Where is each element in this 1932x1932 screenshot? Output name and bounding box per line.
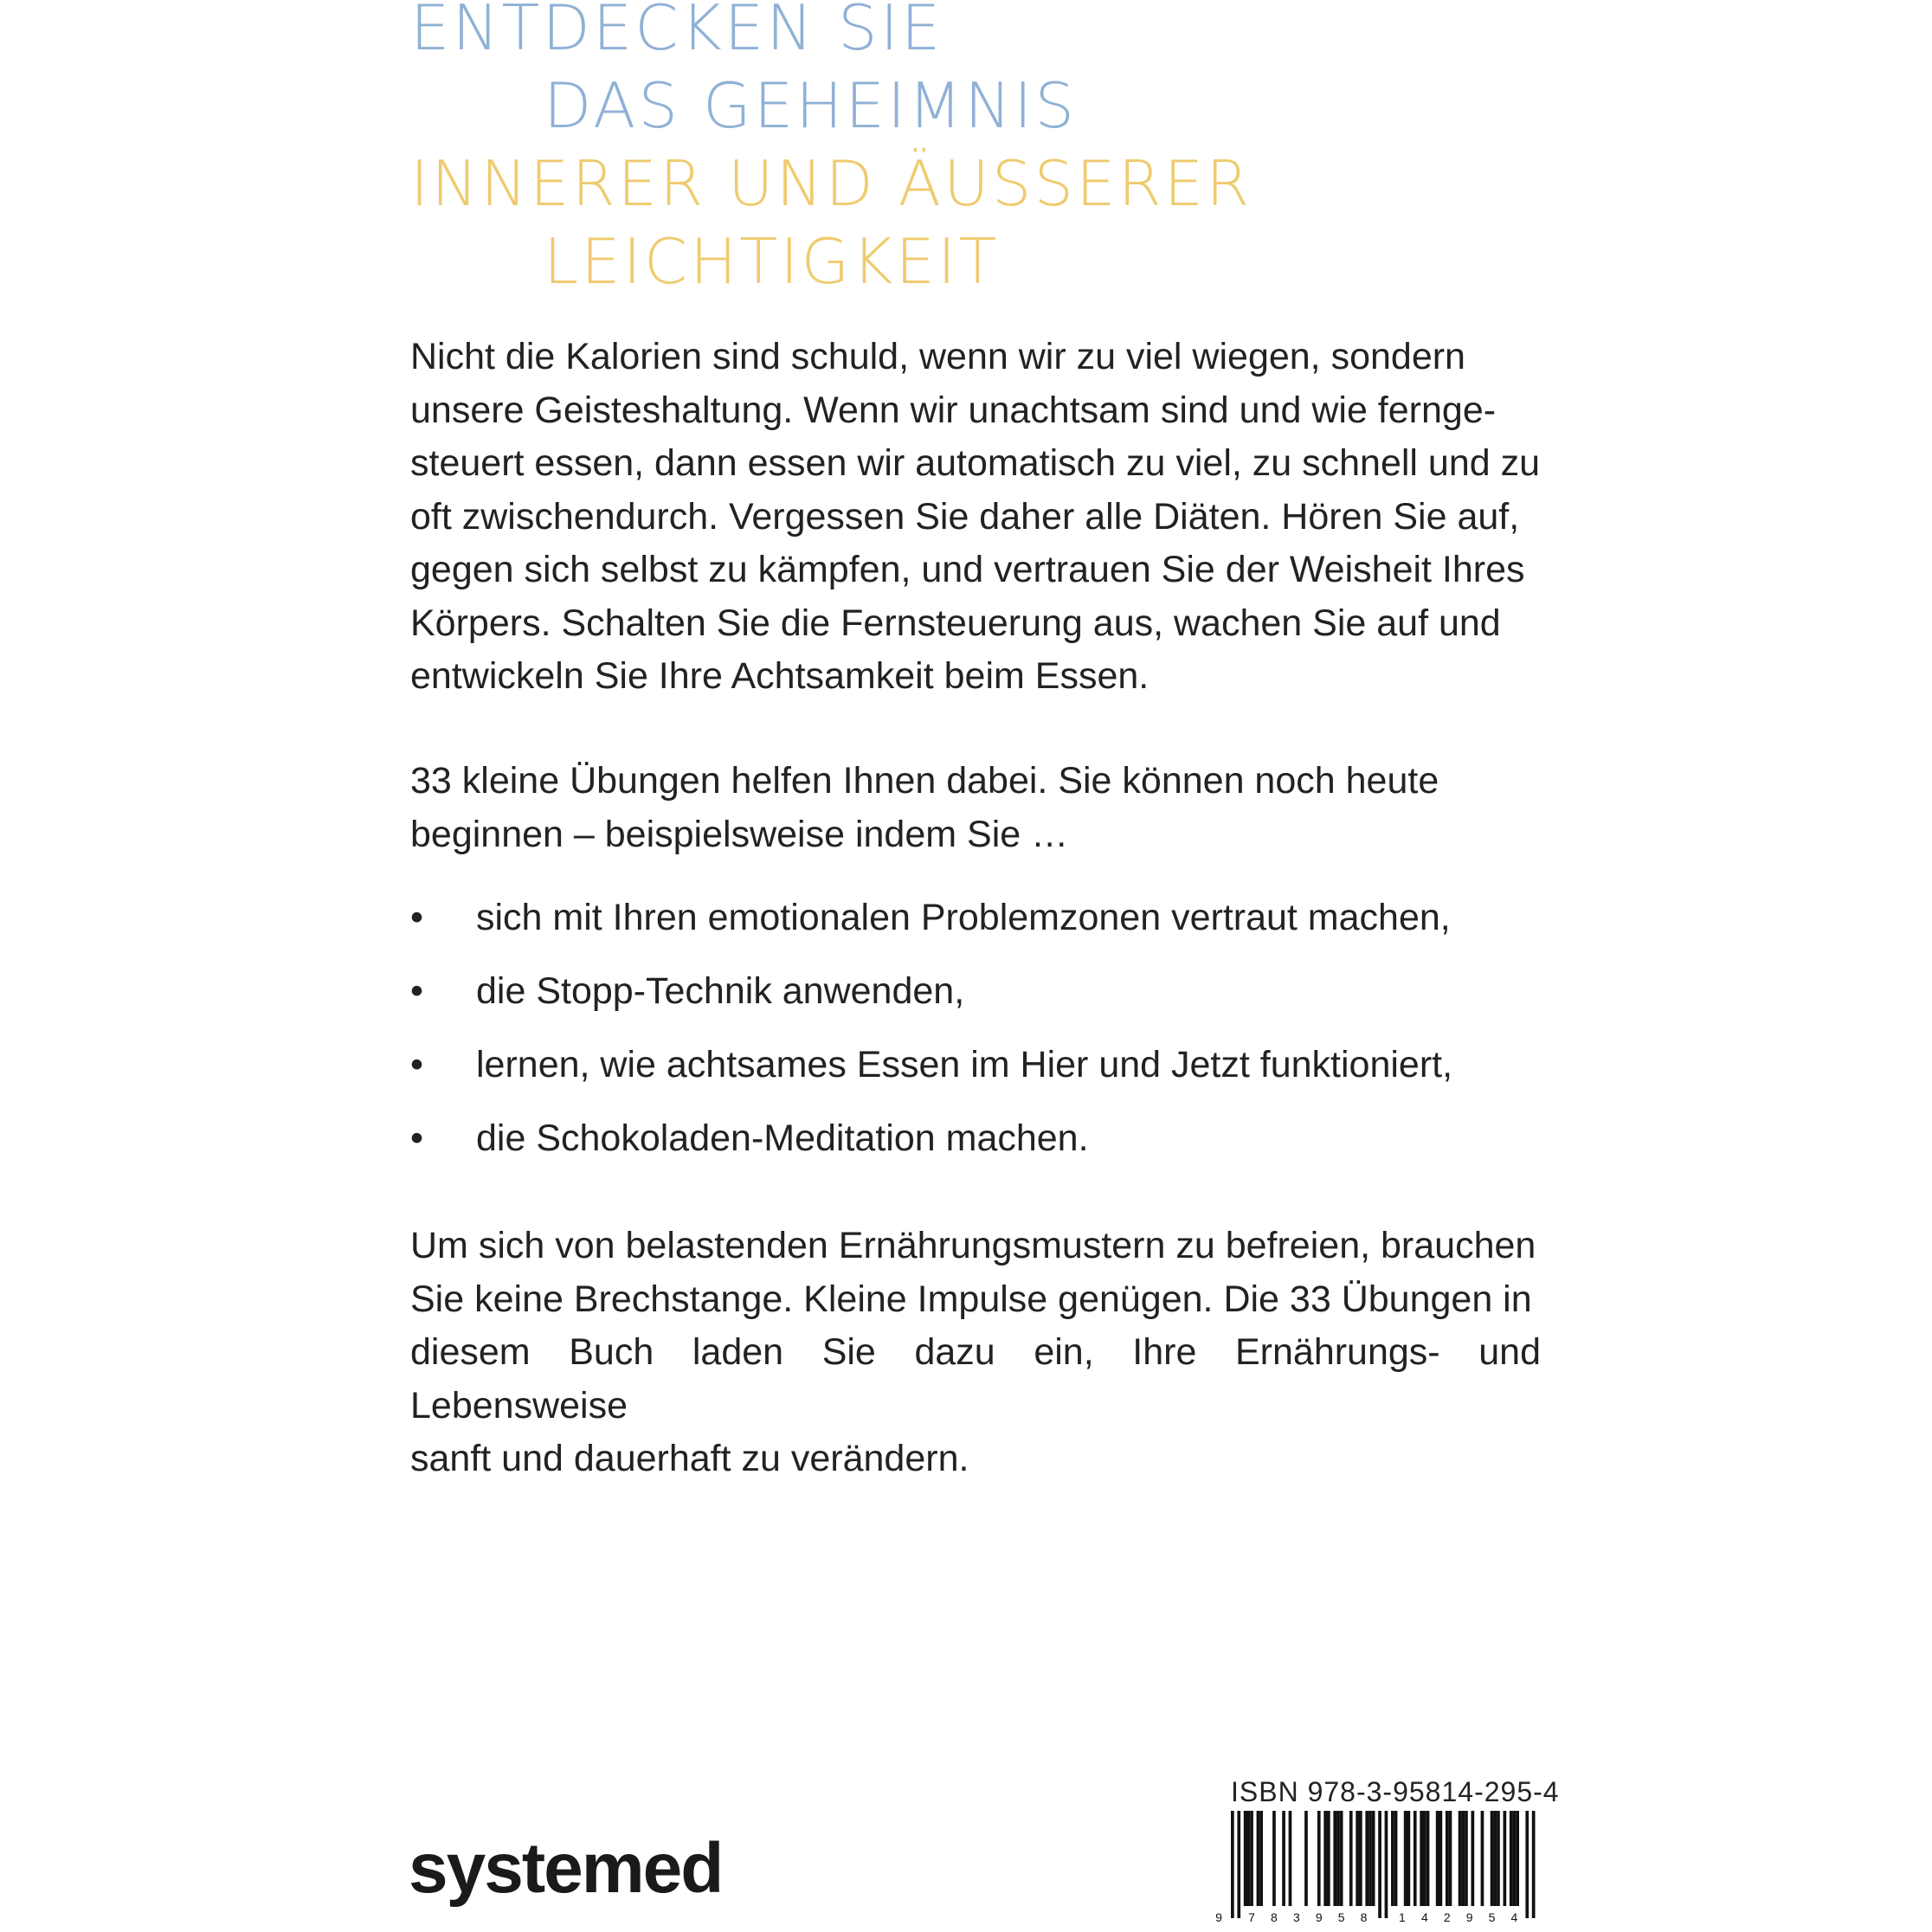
- barcode-bar: [1461, 1811, 1465, 1906]
- barcode-digit: 3: [1292, 1910, 1300, 1924]
- barcode-digit: 5: [1488, 1910, 1496, 1924]
- barcode-bar: [1368, 1811, 1372, 1906]
- barcode-bar: [1378, 1811, 1381, 1918]
- barcode-bar: [1272, 1811, 1276, 1906]
- barcode-bar: [1259, 1811, 1263, 1906]
- barcode-bar: [1459, 1811, 1462, 1906]
- headline-line-3: INNERER UND ÄUSSERER: [410, 147, 1253, 220]
- barcode-bar: [1340, 1811, 1343, 1906]
- barcode-digit: 9: [1315, 1910, 1323, 1924]
- barcode-bar: [1504, 1811, 1507, 1906]
- exercises-paragraph: 33 kleine Übungen helfen Ihnen dabei. Sie können noch heute beginnen – beispielsweise indem Sie …: [410, 760, 1439, 855]
- barcode-bar: [1465, 1811, 1468, 1906]
- barcode-bar: [1282, 1811, 1285, 1906]
- barcode-bar: [1426, 1811, 1430, 1906]
- bullet-icon: •: [410, 1044, 424, 1085]
- barcode-bar: [1349, 1811, 1353, 1906]
- bullet-icon: •: [410, 897, 424, 938]
- barcode-bar: [1250, 1811, 1253, 1906]
- barcode-bar: [1481, 1811, 1484, 1906]
- list-item-text: die Schokoladen-Meditation machen.: [476, 1117, 1089, 1159]
- isbn-label: ISBN 978-3-95814-295-4: [1231, 1776, 1560, 1807]
- barcode-digit: 7: [1248, 1910, 1255, 1924]
- barcode-bar: [1420, 1811, 1423, 1906]
- barcode-digit: 5: [1337, 1910, 1345, 1924]
- barcode-digit: 8: [1360, 1910, 1368, 1924]
- barcode-bar: [1385, 1811, 1388, 1918]
- list-item: [410, 965, 1541, 1039]
- barcode-bar: [1237, 1811, 1240, 1918]
- barcode-bar: [1525, 1811, 1529, 1918]
- barcode-digit: 8: [1271, 1910, 1278, 1924]
- barcode-bar: [1289, 1811, 1292, 1906]
- barcode-bar: [1532, 1811, 1536, 1918]
- list-item: [410, 1112, 1541, 1186]
- barcode-bar: [1407, 1811, 1411, 1906]
- barcode-bar: [1244, 1811, 1247, 1906]
- barcode-bar: [1491, 1811, 1494, 1906]
- barcode-bar: [1336, 1811, 1340, 1906]
- barcode-bar: [1436, 1811, 1439, 1906]
- headline-line-2: DAS GEHEIMNIS: [544, 69, 1078, 142]
- list-item-text: sich mit Ihren emotionalen Problemzonen vertraut machen,: [476, 897, 1451, 938]
- barcode-digit: 4: [1510, 1910, 1518, 1924]
- barcode-bar: [1247, 1811, 1251, 1906]
- barcode-bar: [1317, 1811, 1321, 1906]
- bullet-icon: •: [410, 970, 424, 1012]
- closing-paragraph: Um sich von belastenden Ernährungsmustern zu befreien, brauchen Sie keine Brechstange. Kleine Impulse genügen. Die 33 Übungen in diesem Buch laden Sie dazu ein, Ihre Ernährungs- und Lebensweise sanft und dauerhaft zu verändern.: [410, 1225, 1541, 1479]
- barcode-digit: 2: [1443, 1910, 1451, 1924]
- list-item: [410, 892, 1541, 965]
- list-item-text: die Stopp-Technik anwenden,: [476, 970, 965, 1012]
- publisher-logo: systemed: [409, 1829, 723, 1908]
- barcode-bar: [1414, 1811, 1417, 1906]
- barcode-bar: [1327, 1811, 1330, 1906]
- exercise-list: [410, 892, 1541, 1186]
- barcode-bar: [1359, 1811, 1362, 1906]
- headline: [0, 0, 1932, 298]
- barcode-digit: 4: [1420, 1910, 1428, 1924]
- barcode-digit: 9: [1465, 1910, 1473, 1924]
- barcode-digits: [1215, 1910, 1517, 1924]
- barcode-bar: [1404, 1811, 1407, 1906]
- intro-paragraph: Nicht die Kalorien sind schuld, wenn wir zu viel wiegen, sondern unsere Geisteshaltung. Wenn wir unachtsam sind und wie fernge- steuert essen, dann essen wir automatisch zu viel, zu schnell und zu oft zwischendurch. Vergessen Sie daher alle Diäten. Hören Sie auf, gegen sich selbst zu kämpfen, und vertrauen Sie der Weisheit Ihres Körpers. Schalten Sie die Fernsteuerung aus, wachen Sie auf und entwickeln Sie Ihre Achtsamkeit beim Essen.: [410, 336, 1541, 697]
- barcode-bar: [1510, 1811, 1513, 1906]
- bullet-icon: •: [410, 1117, 424, 1159]
- barcode-bar: [1493, 1811, 1497, 1906]
- barcode-bar: [1257, 1811, 1260, 1906]
- barcode-bar: [1439, 1811, 1443, 1906]
- barcode-bar: [1497, 1811, 1500, 1906]
- barcode-bar: [1356, 1811, 1359, 1906]
- barcode-bar: [1513, 1811, 1517, 1906]
- barcode-bar: [1304, 1811, 1308, 1906]
- barcode-bar: [1394, 1811, 1398, 1906]
- barcode-bar: [1323, 1811, 1327, 1906]
- barcode-bar: [1333, 1811, 1336, 1906]
- barcode-bars: [1231, 1811, 1536, 1918]
- barcode-bar: [1423, 1811, 1426, 1906]
- barcode-digit: 1: [1399, 1910, 1406, 1924]
- barcode-bar: [1446, 1811, 1449, 1906]
- list-item-text: lernen, wie achtsames Essen im Hier und Jetzt funktioniert,: [476, 1044, 1453, 1085]
- barcode-digit: 9: [1215, 1910, 1222, 1924]
- list-item: [410, 1039, 1541, 1112]
- barcode-bar: [1231, 1811, 1234, 1918]
- barcode-bar: [1449, 1811, 1452, 1906]
- barcode-bar: [1365, 1811, 1368, 1906]
- headline-line-4: LEICHTIGKEIT: [544, 225, 1000, 298]
- barcode-bar: [1372, 1811, 1375, 1906]
- barcode-bar: [1472, 1811, 1475, 1906]
- barcode-bar: [1391, 1811, 1394, 1906]
- barcode-bar: [1516, 1811, 1519, 1906]
- headline-line-1: ENTDECKEN SIE: [410, 0, 943, 64]
- isbn-barcode: [1200, 1811, 1546, 1932]
